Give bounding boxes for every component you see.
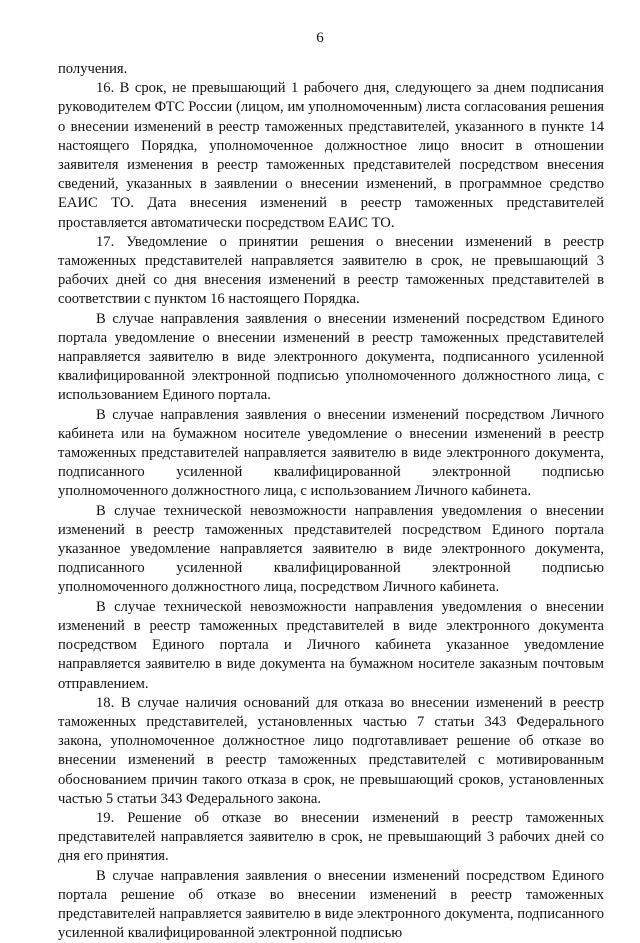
paragraph-continuation: получения.: [58, 61, 128, 77]
paragraph-17: 17. Уведомление о принятии решения о внесении изменений в реестр таможенных представителей направляется заявителю в срок, не превышающий 3 рабочих дней со дня внесения изменений в реестр таможенных представителей в соответствии с пунктом 16 настоящего Порядка.: [58, 233, 604, 308]
paragraph-17-technical-impossibility-paper: В случае технической невозможности направления уведомления о внесении изменений в реестр таможенных представителей в виде электронного документа посредством Единого портала и Личного кабинета указанное уведомление направляется заявителю в виде документа на бумажном носителе заказным почтовым отправлением.: [58, 598, 604, 692]
page-number: 6: [316, 30, 324, 46]
paragraph-19: 19. Решение об отказе во внесении изменений в реестр таможенных представителей направляется заявителю в срок, не превышающий 3 рабочих дней со дня его принятия.: [58, 809, 604, 865]
paragraph-17-personal-account: В случае направления заявления о внесении изменений посредством Личного кабинета или на бумажном носителе уведомление о внесении изменений в реестр таможенных представителей направляется заявителю в виде электронного документа, подписанного усиленной квалифицированной электронной подписью уполномоченного должностного лица, с использованием Личного кабинета.: [58, 406, 604, 500]
paragraph-18: 18. В случае наличия оснований для отказа во внесении изменений в реестр таможенных представителей, установленных частью 7 статьи 343 Федерального закона, уполномоченное должностное лицо подготавливает решение об отказе во внесении изменений в реестр таможенных представителей с мотивированным обоснованием причин такого отказа в срок, не превышающий сроков, установленных частью 5 статьи 343 Федерального закона.: [58, 694, 604, 807]
document-body: [58, 60, 604, 943]
paragraph-17-technical-impossibility-portal: В случае технической невозможности направления уведомления о внесении изменений в реестр таможенных представителей посредством Единого портала указанное уведомление направляется заявителю в виде электронного документа, подписанного усиленной квалифицированной электронной подписью уполномоченного должностного лица, посредством Личного кабинета.: [58, 502, 604, 596]
paragraph-16: 16. В срок, не превышающий 1 рабочего дня, следующего за днем подписания руководителем ФТС России (лицом, им уполномоченным) листа согласования решения о внесении изменений в реестр таможенных представителей, указанного в пункте 14 настоящего Порядка, уполномоченное должностное лицо вносит в отношении заявителя изменения в реестр таможенных представителей посредством внесения сведений, указанных в заявлении о внесении изменений, в программное средство ЕАИС ТО. Дата внесения изменений в реестр таможенных представителей проставляется автоматически посредством ЕАИС ТО.: [58, 80, 604, 231]
paragraph-19-unified-portal: В случае направления заявления о внесении изменений посредством Единого портала решение об отказе во внесении изменений в реестр таможенных представителей направляется заявителю в виде электронного документа, подписанного усиленной квалифицированной электронной подписью: [58, 867, 604, 942]
paragraph-17-unified-portal: В случае направления заявления о внесении изменений посредством Единого портала уведомление о внесении изменений в реестр таможенных представителей направляется заявителю в виде электронного документа, подписанного усиленной квалифицированной электронной подписью уполномоченного должностного лица, с использованием Единого портала.: [58, 310, 604, 404]
